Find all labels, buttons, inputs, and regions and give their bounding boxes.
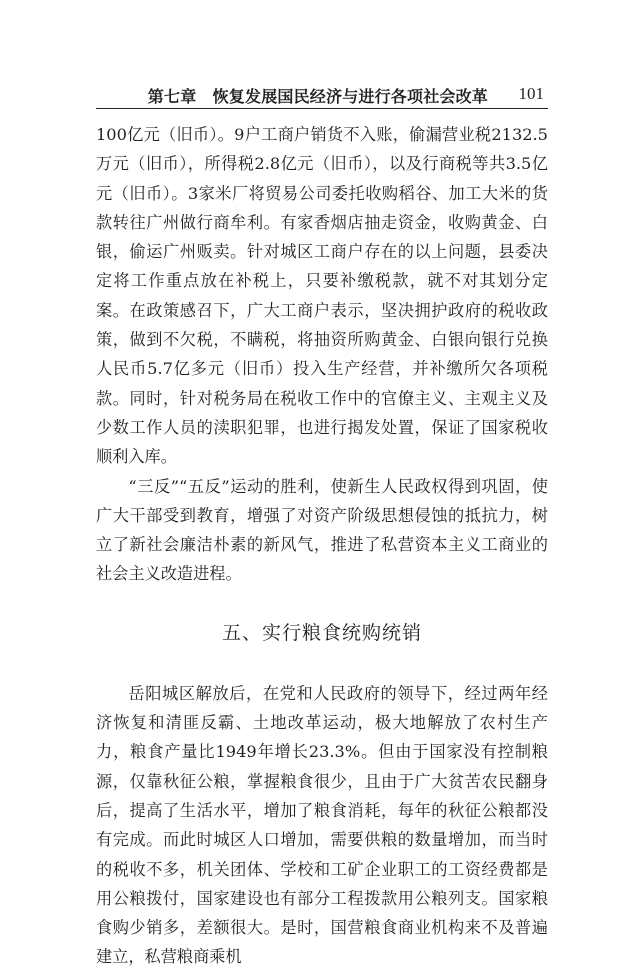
paragraph-grain: 岳阳城区解放后，在党和人民政府的领导下，经过两年经济恢复和清匪反霸、土地改革运动，极大地解放了农村生产力，粮食产量比1949年增长23.3%。但由于国家没有控制粮源，仅靠秋征公粮，掌握粮食很少，且由于广大贫苦农民翻身后，提高了生活水平，增加了粮食消耗，每年的秋征公粮都没有完成。而此时城区人口增加，需要供粮的数量增加，而当时的税收不多，机关团体、学校和工矿企业职工的工资经费都是用公粮拨付，国家建设也有部分工程拨款用公粮列支。国家粮食购少销多，差额很大。是时，国营粮食商业机构来不及普遍建立，私营粮商乘机: [96, 683, 548, 967]
paragraph-continued: 100亿元（旧币）。9户工商户销货不入账，偷漏营业税2132.5万元（旧币），所得税2.8亿元（旧币），以及行商税等共3.5亿元（旧币）。3家米厂将贸易公司委托收购稻谷、加工大米的货款转往广州做行商牟利。有家香烟店抽走资金，收购黄金、白银，偷运广州贩卖。针对城区工商户存在的以上问题，县委决定将工作重点放在补税上，只要补缴税款，就不对其划分定案。在政策感召下，广大工商户表示，坚决拥护政府的税收政策，做到不欠税，不瞒税，将抽资所购黄金、白银向银行兑换人民币5.7亿多元（旧币）投入生产经营，并补缴所欠各项税款。同时，针对税务局在税收工作中的官僚主义、主观主义及少数工作人员的渎职犯罪，也进行揭发处置，保证了国家税收顺利入库。: [96, 125, 548, 467]
section-heading: 五、实行粮食统购统销: [221, 621, 422, 644]
chapter-title: 第七章 恢复发展国民经济与进行各项社会改革: [147, 87, 488, 106]
running-header: [96, 82, 548, 109]
paragraph-summary: “三反”“五反”运动的胜利，使新生人民政权得到巩固，使广大干部受到教育，增强了对资产阶级思想侵蚀的抵抗力，树立了新社会廉洁朴素的新风气，推进了私营资本主义工商业的社会主义改造进程。: [96, 476, 548, 584]
body-text: [96, 120, 548, 972]
page-number: 101: [518, 84, 544, 103]
